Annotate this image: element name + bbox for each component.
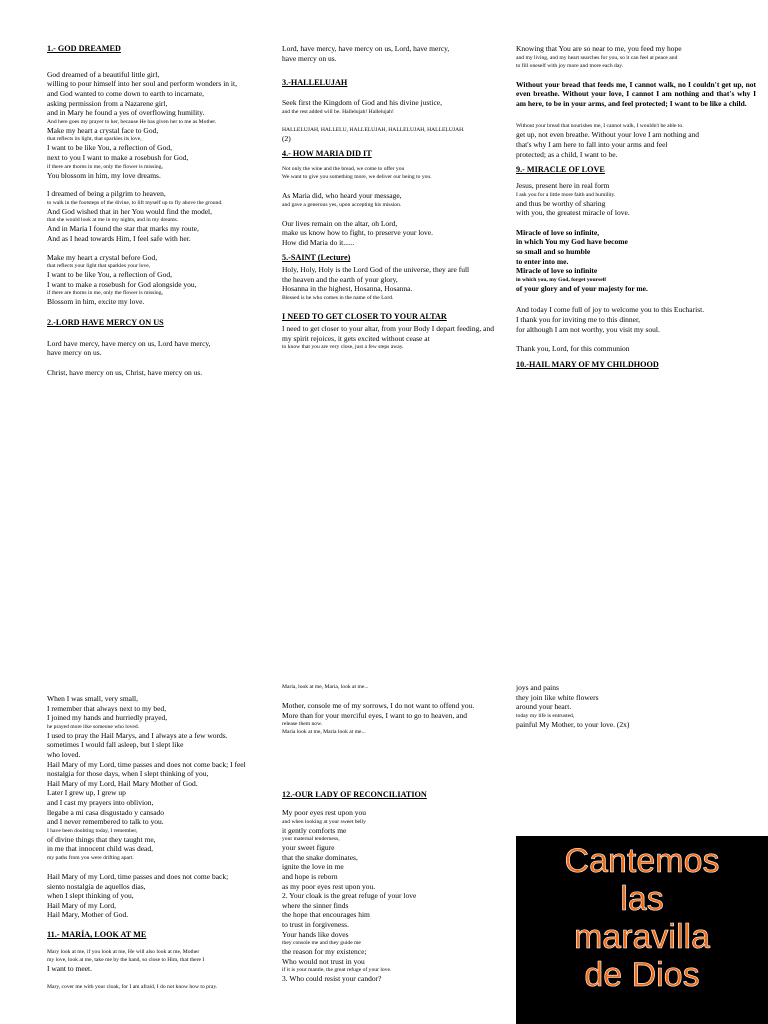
text-line: painful My Mother, to your love. (2x) bbox=[516, 719, 630, 729]
cover-title bbox=[516, 836, 768, 1024]
text-line: We want to give you something more, we deliver our being to you. bbox=[282, 174, 432, 181]
cover-title-line: las bbox=[620, 880, 664, 918]
text-line: and my living, and my heart searches for you, so it can feel at peace and bbox=[516, 54, 678, 61]
text-line: and the rest added will be. Hallelujah! Hallelujah! bbox=[282, 108, 394, 115]
text-line: Make my heart a crystal face to God, bbox=[47, 125, 159, 135]
chorus-block bbox=[47, 253, 273, 307]
cover-title-line: de Dios bbox=[584, 956, 700, 994]
text-line: asking permission from a Nazarene girl, bbox=[47, 98, 168, 108]
verse-block bbox=[47, 983, 273, 991]
text-line: that reflects your light that sparkles your love, bbox=[47, 263, 151, 270]
text-line: Hail Mary, Mother of God. bbox=[47, 910, 129, 920]
text-line: your sweet figure bbox=[282, 843, 335, 853]
text-line: I have been doubting today, I remember, bbox=[47, 827, 138, 834]
section-title-god-dreamed: 1.- GOD DREAMED bbox=[47, 44, 121, 53]
text-line: I want to make a rosebush for God alongside you, bbox=[47, 279, 197, 289]
text-line: he prayed more like someone who loved. bbox=[47, 723, 140, 730]
text-line: where the sinner finds bbox=[282, 900, 349, 910]
text-line: it gently comforts me bbox=[282, 825, 347, 835]
text-line: with you, the greatest miracle of love. bbox=[516, 208, 630, 218]
text-line: Mother, console me of my sorrows, I do not want to offend you. bbox=[282, 701, 475, 710]
text-line: who loved. bbox=[47, 749, 81, 759]
section-title-reconciliation: 12.-OUR LADY OF RECONCILIATION bbox=[282, 790, 427, 800]
verse-block bbox=[282, 219, 494, 248]
text-line: your maternal tenderness, bbox=[282, 836, 340, 843]
column-2-top bbox=[282, 44, 494, 351]
cover-title-line: maravilla bbox=[573, 918, 711, 956]
verse-block bbox=[282, 98, 494, 116]
text-line: siento nostalgia de aquellos dias, bbox=[47, 881, 146, 891]
verse-block bbox=[516, 305, 756, 334]
text-line: Make my heart a crystal before God, bbox=[47, 252, 158, 262]
text-line: Maria, look at me, Maria, look at me... bbox=[282, 684, 369, 690]
text-line: And in Maria I found the star that marks my route, bbox=[47, 224, 199, 234]
text-line: my love, look at me, take me by the hand, so close to Him, that there I bbox=[47, 956, 205, 963]
text-line: for although I am not worthy, you visit my soul. bbox=[516, 324, 660, 334]
text-line: When I was small, very small, bbox=[47, 694, 139, 703]
text-line: 3. Who could resist your candor? bbox=[282, 974, 382, 984]
text-line: I want to be like You, a reflection of God, bbox=[47, 143, 172, 153]
text-line: Not only the wine and the bread, we come to offer you bbox=[282, 166, 405, 173]
text-line: And today I come full of joy to welcome you to this Eucharist. bbox=[516, 305, 705, 315]
text-line: Knowing that You are so near to me, you feed my hope bbox=[516, 44, 682, 53]
cover-image bbox=[516, 836, 768, 1024]
text-line: willing to pour himself into her soul and perform wonders in it, bbox=[47, 79, 237, 89]
text-line: Hail Mary of my Lord, time passes and does not come back; I feel bbox=[47, 759, 246, 769]
text-line: Christ, have mercy on us, Christ, have mercy on us. bbox=[47, 367, 203, 377]
verse-block bbox=[47, 368, 273, 378]
text-line: I ask you for a little more faith and humility. bbox=[516, 191, 616, 198]
text-line: Later I grew up, I grew up bbox=[47, 788, 126, 798]
text-line: And God wished that in her You would find the model, bbox=[47, 206, 212, 216]
column-1-bottom bbox=[47, 694, 273, 991]
text-line: to fill oneself with joy more and more each day. bbox=[516, 62, 624, 69]
verse-block bbox=[47, 189, 273, 243]
text-line: protected; as a child, I want to be. bbox=[516, 149, 618, 159]
verse-block bbox=[282, 126, 494, 144]
text-line: You blossom in him, my love dreams. bbox=[47, 170, 161, 180]
text-line: I want to meet. bbox=[47, 963, 92, 973]
text-line: the heaven and the earth of your glory, bbox=[282, 274, 398, 284]
text-line: Hail Mary of my Lord, Hail Mary Mother of God. bbox=[47, 778, 198, 788]
text-line: I want to be like You, a reflection of God, bbox=[47, 270, 172, 280]
verse-block bbox=[47, 948, 273, 974]
text-line: have mercy on us. bbox=[47, 348, 102, 358]
altar-paragraph-tail: to know that you are very close, just a few steps away. bbox=[282, 344, 404, 351]
text-line: How did Maria do it...... bbox=[282, 237, 355, 247]
text-line: Hail Mary of my Lord, time passes and does not come back; bbox=[47, 871, 229, 881]
text-line: Our lives remain on the altar, oh Lord, bbox=[282, 218, 398, 228]
bold-paragraph: Without your bread that feeds me, I cannot walk, no I couldn't get up, not even breathe. Without your love, I cannot I am nothing and that's why I am here, to be in your arms, and feel protected; I want to be like a child. bbox=[516, 79, 756, 108]
text-line: and hope is reborn bbox=[282, 872, 338, 881]
text-line: the reason for my existence; bbox=[282, 947, 367, 957]
text-line: sometimes I would fall asleep, but I slept like bbox=[47, 740, 184, 750]
text-line: I thank you for inviting me to this dinner, bbox=[516, 314, 641, 324]
text-line: and I never remembered to talk to you. bbox=[47, 817, 164, 827]
text-line: and in Mary he found a yes of overflowing humility. bbox=[47, 108, 205, 118]
text-line: that she would look at me in my nights, and in my dreams. bbox=[47, 217, 179, 224]
text-line: Miracle of love so infinite, bbox=[516, 227, 600, 237]
text-line: get up, not even breathe. Without your love I am nothing and bbox=[516, 130, 700, 140]
text-line: Mary look at me, if you look at me, He will also look at me, Mother bbox=[47, 948, 200, 955]
text-line: Mary, cover me with your cloak, for I am afraid, I do not know how to pray. bbox=[47, 984, 218, 991]
verse-block bbox=[47, 694, 273, 862]
text-line: they console me and they guide me bbox=[282, 940, 361, 947]
section-title-miracle-of-love: 9.- MIRACLE OF LOVE bbox=[516, 165, 605, 175]
text-line: have mercy on us. bbox=[282, 53, 337, 63]
text-line: As Maria did, who heard your message, bbox=[282, 191, 402, 201]
text-line: And as I head towards Him, I feel safe with her. bbox=[47, 233, 191, 243]
verse-block bbox=[516, 683, 756, 729]
text-line: and God wanted to come down to earth to incarnate, bbox=[47, 89, 205, 99]
verse-block bbox=[282, 44, 494, 63]
section-title-hallelujah: 3.-HALLELUJAH bbox=[282, 78, 348, 88]
verse-block bbox=[282, 701, 494, 736]
column-3-top bbox=[516, 44, 756, 384]
text-line: llegabe a mi casa disgustado y cansado bbox=[47, 807, 165, 817]
chorus-block bbox=[516, 228, 756, 294]
text-line: if there are thorns in me, only the flower is missing, bbox=[47, 290, 163, 297]
text-line: Miracle of love so infinite bbox=[516, 266, 598, 276]
text-line: Blessed is he who comes in the name of the Lord. bbox=[282, 295, 394, 302]
text-line: in which You my God have become bbox=[516, 237, 628, 247]
section-title-altar: I NEED TO GET CLOSER TO YOUR ALTAR bbox=[282, 312, 447, 322]
section-title-maria-look-at-me: 11.- MARÍA, LOOK AT ME bbox=[47, 929, 147, 939]
text-line: of your glory and of your majesty for me. bbox=[516, 283, 648, 293]
column-1-top bbox=[47, 44, 273, 378]
text-line: Seek first the Kingdom of God and his divine justice, bbox=[282, 98, 442, 108]
verse-block bbox=[282, 683, 494, 691]
text-line: to enter into me. bbox=[516, 256, 569, 266]
verse-block bbox=[47, 70, 273, 180]
text-line: when I slept thinking of you, bbox=[47, 891, 134, 901]
verse-block bbox=[516, 344, 756, 354]
text-line: my paths from you were drifting apart. bbox=[47, 854, 134, 861]
text-line: release them now. bbox=[282, 721, 323, 728]
verse-block bbox=[282, 265, 494, 302]
text-line: that the snake dominates, bbox=[282, 852, 358, 862]
text-line: that reflects its light, that sparkles its love, bbox=[47, 136, 142, 143]
text-line: to walk in the footsteps of the divine, to lift myself up to fly above the ground. bbox=[47, 199, 223, 206]
text-line: that's why I am here to fall into your arms and feel bbox=[516, 139, 668, 149]
cover-title-line: Cantemos bbox=[564, 842, 720, 880]
text-line: I remember that always next to my bed, bbox=[47, 703, 167, 713]
verse-block bbox=[516, 44, 756, 70]
text-line: Lord, have mercy, have mercy on us, Lord, have mercy, bbox=[282, 44, 450, 53]
text-line: And here goes my prayer to her, because He has given her to me as Mother. bbox=[47, 118, 217, 125]
section-title-lord-have-mercy: 2.-LORD HAVE MERCY ON US bbox=[47, 317, 164, 327]
verse-block bbox=[516, 130, 756, 159]
column-3-bottom bbox=[516, 683, 756, 729]
text-line: Hail Mary of my Lord, bbox=[47, 900, 116, 910]
text-line: to trust in forgiveness. bbox=[282, 919, 349, 929]
text-line: if there are thorns in me, only the flower is missing, bbox=[47, 163, 163, 170]
text-line: if it is your mantle, the great refuge of your love. bbox=[282, 967, 392, 974]
text-line: they join like white flowers bbox=[516, 692, 599, 702]
text-line: and thus be worthy of sharing bbox=[516, 198, 606, 208]
text-line: of divine things that they taught me, bbox=[47, 834, 156, 844]
text-line: Maria look at me, Maria look at me... bbox=[282, 729, 366, 736]
text-line: nostalgia for those days, when I slept thinking of you, bbox=[47, 769, 209, 779]
verse-block bbox=[47, 339, 273, 358]
text-line: today my life is entrusted, bbox=[516, 712, 575, 719]
text-line: Hosanna in the highest, Hosanna, Hosanna. bbox=[282, 284, 413, 294]
section-title-hail-mary-childhood: 10.-HAIL MARY OF MY CHILDHOOD bbox=[516, 359, 659, 369]
text-line: joys and pains bbox=[516, 683, 559, 692]
text-line: I dreamed of being a pilgrim to heaven, bbox=[47, 189, 166, 199]
text-line: and I cast my prayers into oblivion, bbox=[47, 797, 154, 807]
text-line: Holy, Holy, Holy is the Lord God of the universe, they are full bbox=[282, 265, 470, 275]
text-line: Blossom in him, excite my love. bbox=[47, 297, 145, 307]
text-line: and gave a generous yes, upon accepting his mission. bbox=[282, 201, 402, 208]
text-line: I joined my hands and hurriedly prayed, bbox=[47, 713, 168, 723]
text-line: 2. Your cloak is the great refuge of your love bbox=[282, 891, 417, 901]
text-line: next to you I want to make a rosebush for God, bbox=[47, 153, 189, 162]
verse-block bbox=[282, 165, 494, 181]
text-line: Who would not trust in you bbox=[282, 956, 365, 966]
text-line: make us know how to fight, to preserve your love. bbox=[282, 228, 434, 238]
text-line: I used to pray the Hail Marys, and I always ate a few words. bbox=[47, 730, 228, 740]
text-line: ignite the love in me bbox=[282, 862, 344, 872]
altar-paragraph: I need to get closer to your altar, from your Body I depart feeding, and my spirit rejoices, it gets excited without cease at bbox=[282, 323, 494, 343]
section-title-saint: 5.-SAINT (Lecture) bbox=[282, 253, 351, 263]
text-line: as my poor eyes rest upon you. bbox=[282, 881, 376, 891]
text-line: God dreamed of a beautiful little girl, bbox=[47, 69, 160, 79]
verse-block bbox=[47, 872, 273, 920]
text-line: Lord have mercy, have mercy on us, Lord have mercy, bbox=[47, 338, 211, 348]
small-paragraph: Without your bread that nourishes me, I cannot walk, I wouldn't be able to. bbox=[516, 123, 684, 130]
column-2-bottom bbox=[282, 683, 494, 984]
text-line: around your heart. bbox=[516, 702, 572, 712]
text-line: and when looking at your sweet belly bbox=[282, 818, 366, 825]
text-line: Thank you, Lord, for this communion bbox=[516, 344, 630, 354]
verse-block bbox=[282, 191, 494, 209]
text-line: in which you, my God, forget yourself bbox=[516, 276, 607, 283]
text-line: Jesus, present here in real form bbox=[516, 181, 610, 190]
verse-block bbox=[516, 181, 756, 218]
text-line: in me that innocent child was dead, bbox=[47, 844, 154, 854]
text-line: More than for your merciful eyes, I want to go to heaven, and bbox=[282, 710, 467, 720]
text-line: so small and so humble bbox=[516, 246, 591, 256]
text-line: the hope that encourages him bbox=[282, 910, 370, 920]
text-line: HALLELUJAH, HALLELU, HALLELUJAH, HALLELUJAH, HALLELUJAH. bbox=[282, 126, 465, 133]
verse-block bbox=[282, 808, 494, 984]
text-line: (2) bbox=[282, 133, 291, 143]
section-title-how-maria-did-it: 4.- HOW MARIA DID IT bbox=[282, 149, 372, 159]
text-line: My poor eyes rest upon you bbox=[282, 808, 366, 818]
text-line: Your hands like doves bbox=[282, 929, 349, 939]
